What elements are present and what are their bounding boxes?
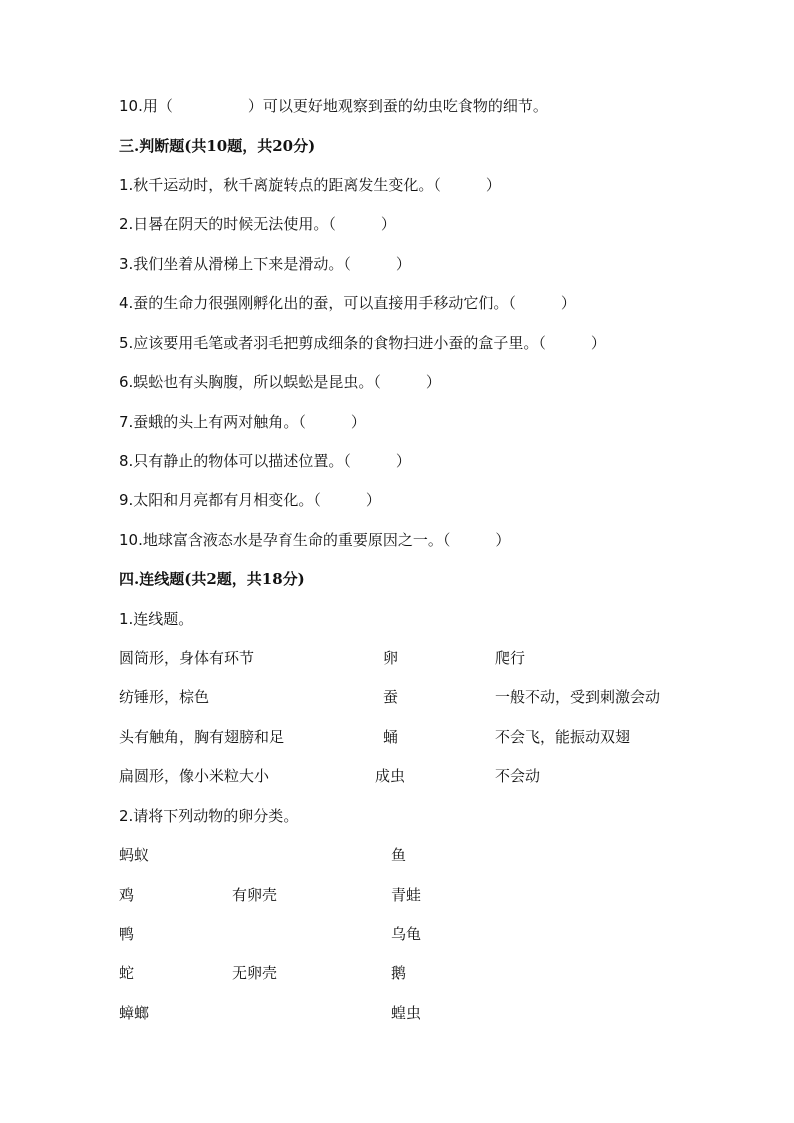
match2-right-item: 乌龟: [391, 925, 422, 943]
judge-question-6: 6.蜈蚣也有头胸腹，所以蜈蚣是昆虫。（ ）: [119, 373, 441, 391]
match2-left-item: 鸭: [119, 925, 135, 943]
match1-middle-item: 卵: [383, 649, 399, 667]
judge-question-10: 10.地球富含液态水是孕育生命的重要原因之一。（ ）: [119, 531, 511, 549]
match2-middle-item: 无卵壳: [232, 964, 278, 982]
section-3-heading: 三.判断题(共10题，共20分): [119, 137, 316, 155]
match1-left-item: 圆筒形，身体有环节: [119, 649, 255, 667]
match1-left-item: 扁圆形，像小米粒大小: [119, 767, 270, 785]
match-question-1-title: 1.连线题。: [119, 610, 194, 628]
judge-question-3: 3.我们坐着从滑梯上下来是滑动。（ ）: [119, 255, 411, 273]
question-fill-10: 10.用（ ）可以更好地观察到蚕的幼虫吃食物的细节。: [119, 97, 548, 115]
judge-question-2: 2.日晷在阴天的时候无法使用。（ ）: [119, 215, 396, 233]
match2-left-item: 蟑螂: [119, 1004, 150, 1022]
judge-question-9: 9.太阳和月亮都有月相变化。（ ）: [119, 491, 381, 509]
match1-left-item: 纺锤形，棕色: [119, 688, 210, 706]
match1-middle-item: 蚕: [383, 688, 399, 706]
match1-right-item: 一般不动，受到刺激会动: [495, 688, 661, 706]
judge-question-5: 5.应该要用毛笔或者羽毛把剪成细条的食物扫进小蚕的盒子里。（ ）: [119, 334, 606, 352]
match1-middle-item: 蛹: [383, 728, 399, 746]
match2-left-item: 鸡: [119, 886, 135, 904]
match1-middle-item: 成虫: [375, 767, 406, 785]
match2-right-item: 鱼: [391, 846, 407, 864]
judge-question-1: 1.秋千运动时，秋千离旋转点的距离发生变化。（ ）: [119, 176, 501, 194]
judge-question-4: 4.蚕的生命力很强刚孵化出的蚕，可以直接用手移动它们。（ ）: [119, 294, 576, 312]
match2-left-item: 蚂蚁: [119, 846, 150, 864]
judge-question-8: 8.只有静止的物体可以描述位置。（ ）: [119, 452, 411, 470]
match2-right-item: 蝗虫: [391, 1004, 422, 1022]
section-4-heading: 四.连线题(共2题，共18分): [119, 570, 305, 588]
match1-right-item: 不会动: [495, 767, 541, 785]
match2-middle-item: 有卵壳: [232, 886, 278, 904]
judge-question-7: 7.蚕蛾的头上有两对触角。（ ）: [119, 413, 366, 431]
match2-right-item: 青蛙: [391, 886, 422, 904]
match2-left-item: 蛇: [119, 964, 135, 982]
match-question-2-title: 2.请将下列动物的卵分类。: [119, 807, 299, 825]
match1-left-item: 头有触角，胸有翅膀和足: [119, 728, 285, 746]
match2-right-item: 鹅: [391, 964, 407, 982]
match1-right-item: 爬行: [495, 649, 526, 667]
match1-right-item: 不会飞，能振动双翅: [495, 728, 631, 746]
